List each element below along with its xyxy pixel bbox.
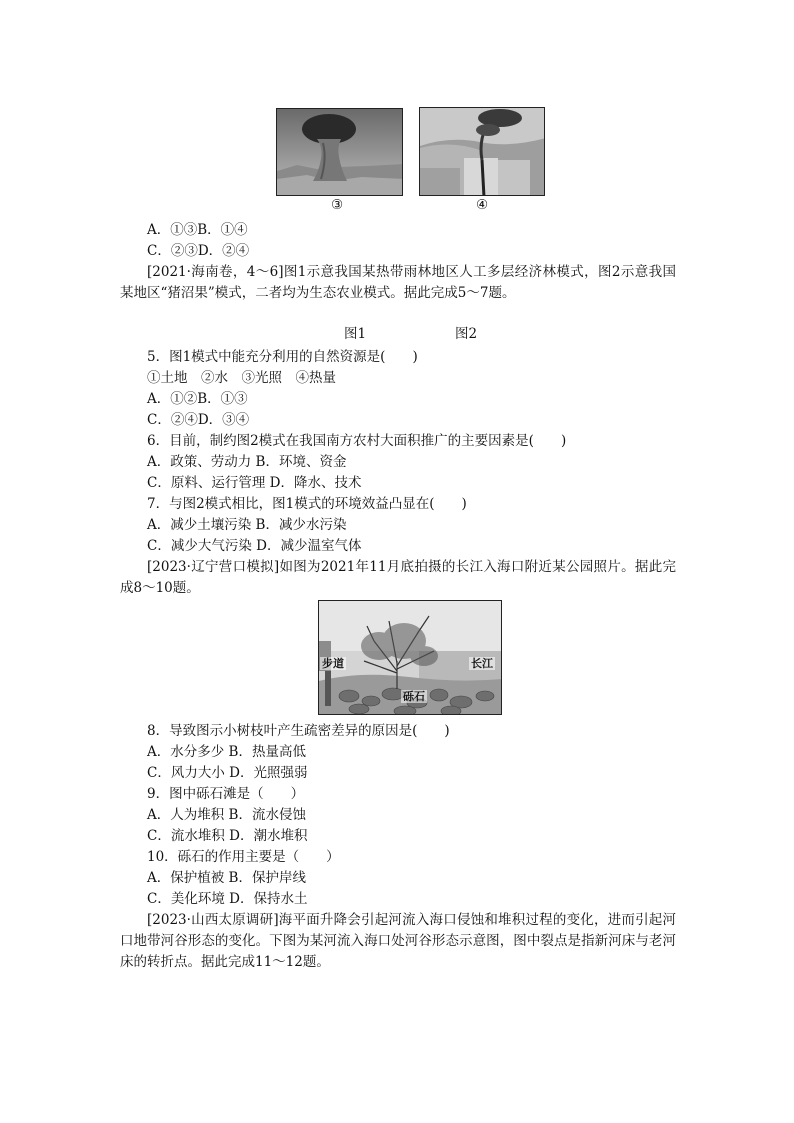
photo-4-caption: ④ (476, 197, 489, 213)
q9-option-line-2: C．流水堆积 D．潮水堆积 (147, 828, 308, 844)
intro-questions-11-12: [2023·山西太原调研]海平面升降会引起河流入海口侵蚀和堆积过程的变化，进而引起河口地带河谷形态的变化。下图为某河流入海口处河谷形态示意图，图中裂点是指新河床与老河床的转折点。据此完成11～12题。 (120, 912, 676, 970)
q10-option-line-2: C．美化环境 D．保持水土 (147, 891, 308, 907)
photo-3-caption: ③ (331, 197, 344, 213)
q8-stem: 8．导致图示小树枝叶产生疏密差异的原因是( ) (147, 723, 450, 739)
q8-option-line-1: A．水分多少 B．热量高低 (147, 744, 306, 760)
mushroom-rock-image (277, 109, 403, 196)
q7-stem: 7．与图2模式相比，图1模式的环境效益凸显在( ) (147, 496, 467, 512)
q5-items: ①土地 ②水 ③光照 ④热量 (147, 370, 336, 386)
q6-option-line-1: A．政策、劳动力 B．环境、资金 (147, 454, 347, 470)
q9-option-line-1: A．人为堆积 B．流水侵蚀 (147, 807, 306, 823)
q5-option-line-2: C．②④D．③④ (147, 412, 250, 428)
q5-option-line-1: A．①②B．①③ (147, 391, 248, 407)
q9-stem: 9．图中砾石滩是（ ） (147, 786, 305, 802)
q10-stem: 10．砾石的作用主要是（ ） (147, 849, 340, 865)
intro-questions-8-10: [2023·辽宁营口模拟]如图为2021年11月底拍摄的长江入海口附近某公园照片。据此完成8～10题。 (120, 559, 676, 596)
q6-option-line-2: C．原料、运行管理 D．降水、技术 (147, 475, 362, 491)
intro-questions-5-7: [2021·海南卷，4～6]图1示意我国某热带雨林地区人工多层经济林模式，图2示意我国某地区“猪沼果”模式，二者均为生态农业模式。据此完成5～7题。 (120, 264, 676, 301)
q6-stem: 6．目前，制约图2模式在我国南方农村大面积推广的主要因素是( ) (147, 433, 567, 449)
q4-option-line-2: C．②③D．②④ (147, 243, 250, 259)
q7-option-line-2: C．减少大气污染 D．减少温室气体 (147, 538, 362, 554)
photo-label-yangtze: 长江 (471, 657, 493, 670)
q5-stem: 5．图1模式中能充分利用的自然资源是( ) (147, 349, 418, 365)
photo-label-gravel: 砾石 (403, 690, 425, 703)
photo-label-walkway: 步道 (322, 657, 344, 670)
q7-option-line-1: A．减少土壤污染 B．减少水污染 (147, 517, 347, 533)
q8-option-line-2: C．风力大小 D．光照强弱 (147, 765, 308, 781)
photo-mushroom-rock (276, 108, 403, 196)
q4-option-line-1: A．①③B．①④ (147, 222, 248, 238)
q10-option-line-1: A．保护植被 B．保护岸线 (147, 870, 306, 886)
photo-tree-rock (419, 107, 545, 196)
tree-rock-image (420, 108, 545, 196)
figure-2-label: 图2 (455, 326, 478, 342)
figure-1-label: 图1 (344, 326, 367, 342)
